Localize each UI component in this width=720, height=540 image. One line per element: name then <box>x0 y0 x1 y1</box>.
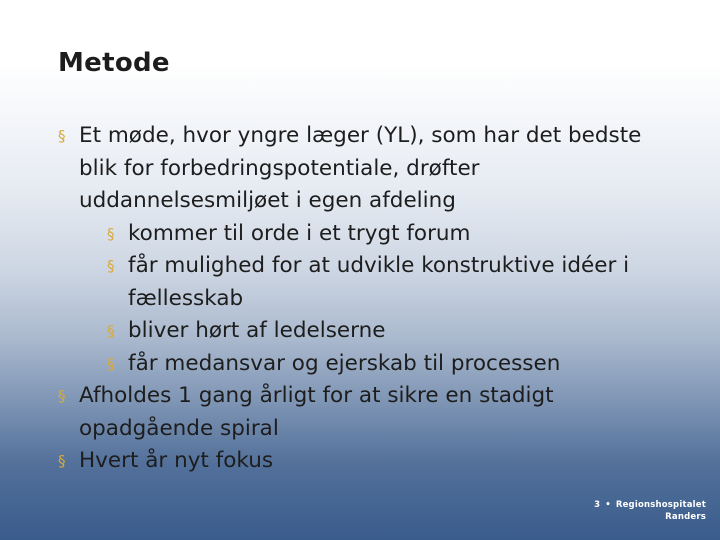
bullet-icon: § <box>107 354 115 373</box>
sub-bullet-text: får mulighed for at udvikle konstruktive idéer i fællesskab <box>128 253 630 311</box>
bullet-icon: § <box>58 452 66 470</box>
organization-name: Regionshospitalet <box>615 500 706 510</box>
bullet-icon: § <box>107 322 115 340</box>
sub-bullet-item <box>58 315 678 348</box>
slide-title: Metode <box>58 48 170 78</box>
footer-line-1 <box>594 499 706 511</box>
footer-separator: • <box>605 500 611 510</box>
organization-location: Randers <box>665 512 706 522</box>
bullet-item <box>58 445 678 478</box>
bullet-text: Hvert år nyt fokus <box>79 448 274 473</box>
bullet-icon: § <box>107 257 115 275</box>
bullet-icon: § <box>107 224 115 243</box>
bullet-icon: § <box>58 387 66 405</box>
sub-bullet-text: får medansvar og ejerskab til processen <box>128 350 561 376</box>
slide-footer <box>594 499 706 523</box>
bullet-item <box>58 380 678 445</box>
sub-bullet-text: kommer til orde i et trygt forum <box>128 220 471 246</box>
sub-bullet-item <box>58 250 678 315</box>
page-number: 3 <box>594 500 601 510</box>
bullet-item <box>58 120 678 218</box>
sub-bullet-item <box>58 348 678 381</box>
bullet-text: Afholdes 1 gang årligt for at sikre en stadigt opadgående spiral <box>79 383 554 441</box>
bullet-icon: § <box>58 127 66 145</box>
bullet-list <box>58 120 678 478</box>
bullet-text: Et møde, hvor yngre læger (YL), som har det bedste blik for forbedringspotentiale, drøfter uddannelsesmiljøet i egen afdeling <box>79 123 642 213</box>
sub-bullet-item <box>58 218 678 251</box>
hospital-logo-icon <box>622 10 712 58</box>
sub-bullet-text: bliver hørt af ledelserne <box>128 318 386 343</box>
